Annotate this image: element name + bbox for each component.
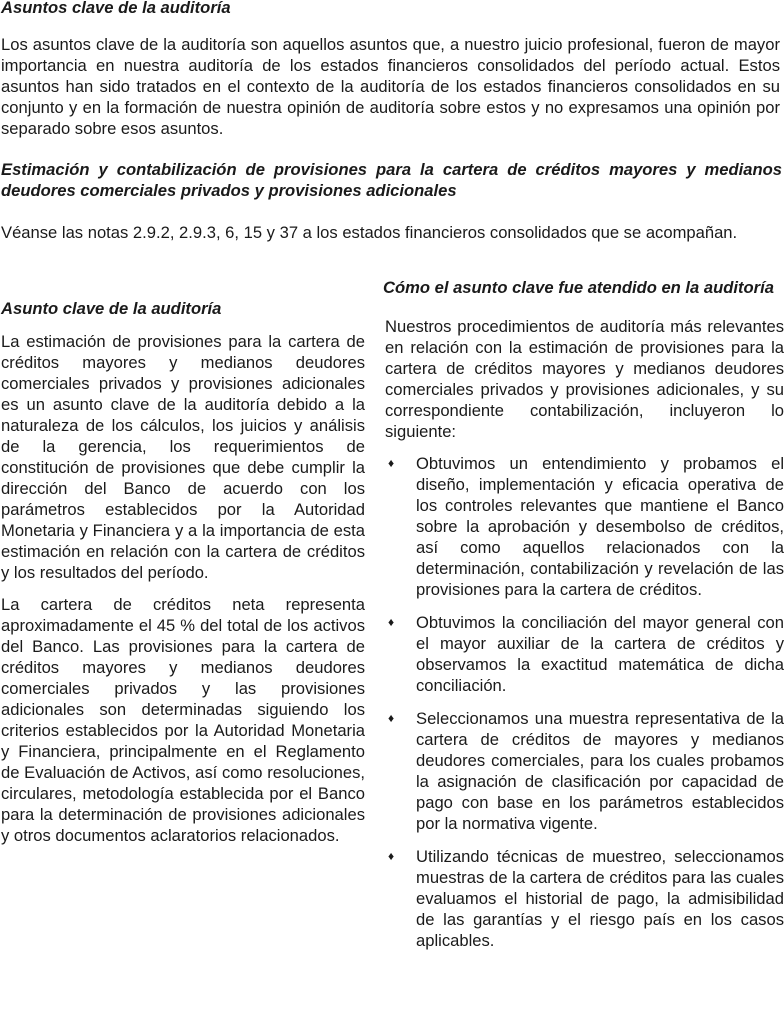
list-item-text: Seleccionamos una muestra representativa de la cartera de créditos de mayores y medianos deudores comerciales, para los cuales probamos la asignación de clasificación por capacidad de pago con base en los parámetros establecidos por la normativa vigente. — [416, 709, 784, 833]
list-item-text: Obtuvimos la conciliación del mayor general con el mayor auxiliar de la cartera de créditos y observamos la exactitud matemática de dicha conciliación. — [416, 613, 784, 695]
diamond-bullet-icon: ♦ — [388, 849, 395, 863]
right-column-heading: Cómo el asunto clave fue atendido en la auditoría — [383, 278, 774, 297]
list-item — [383, 708, 784, 834]
left-paragraph: La cartera de créditos neta representa aproximadamente el 45 % del total de los activos del Banco. Las provisiones para la cartera de créditos mayores y medianos deudores comerciales privados y las provisiones adicionales son determinadas siguiendo los criterios establecidos por la Autoridad Monetaria y Financiera, principalmente en el Reglamento de Evaluación de Activos, así como resoluciones, circulares, metodología establecida por el Banco para la determinación de provisiones adicionales y otros documentos aclaratorios relacionados. — [1, 595, 365, 845]
left-column — [1, 298, 365, 857]
list-item — [383, 846, 784, 951]
list-item-text: Utilizando técnicas de muestreo, seleccionamos muestras de la cartera de créditos para las cuales evaluamos el historial de pago, la admisibilidad de las garantías y el riesgo país en los casos aplicables. — [416, 847, 784, 950]
list-item — [383, 612, 784, 696]
right-intro-paragraph: Nuestros procedimientos de auditoría más relevantes en relación con la estimación de provisiones para la cartera de créditos mayores y medianos deudores comerciales privados y provisiones adicionales, y su correspondiente contabilización, incluyeron lo siguiente: — [385, 317, 784, 441]
list-item-text: Obtuvimos un entendimiento y probamos el diseño, implementación y eficacia operativa de los controles relevantes que mantiene el Banco sobre la aprobación y desembolso de créditos, así como aquellos relacionados con la determinación, contabilización y revelación de las provisiones para la cartera de créditos. — [416, 454, 784, 599]
notes-reference: Véanse las notas 2.9.2, 2.9.3, 6, 15 y 37 a los estados financieros consolidados que se acompañan. — [1, 223, 738, 242]
left-column-heading: Asunto clave de la auditoría — [1, 299, 222, 318]
matter-title: Estimación y contabilización de provisiones para la cartera de créditos mayores y medianos deudores comerciales privados y provisiones adicionales — [1, 160, 782, 200]
section-title: Asuntos clave de la auditoría — [1, 0, 231, 17]
list-item — [383, 453, 784, 600]
intro-paragraph: Los asuntos clave de la auditoría son aquellos asuntos que, a nuestro juicio profesional, fueron de mayor importancia en nuestra auditoría de los estados financieros consolidados del período actual. Estos asuntos han sido tratados en el contexto de la auditoría de los estados financieros consolidados en su conjunto y en la formación de nuestra opinión de auditoría sobre estos y no expresamos una opinión por separado sobre esos asuntos. — [1, 35, 780, 138]
left-paragraph: La estimación de provisiones para la cartera de créditos mayores y medianos deudores comerciales privados y provisiones adicionales es un asunto clave de la auditoría debido a la naturaleza de los cálculos, los juicios y análisis de la gerencia, los requerimientos de constitución de provisiones que debe cumplir la dirección del Banco de acuerdo con los parámetros establecidos por la Autoridad Monetaria y Financiera y a la importancia de esta estimación en relación con la cartera de créditos y los resultados del período. — [1, 332, 365, 582]
diamond-bullet-icon: ♦ — [388, 456, 395, 470]
diamond-bullet-icon: ♦ — [388, 615, 395, 629]
procedures-list — [383, 453, 784, 951]
right-column — [383, 277, 784, 963]
diamond-bullet-icon: ♦ — [388, 711, 395, 725]
